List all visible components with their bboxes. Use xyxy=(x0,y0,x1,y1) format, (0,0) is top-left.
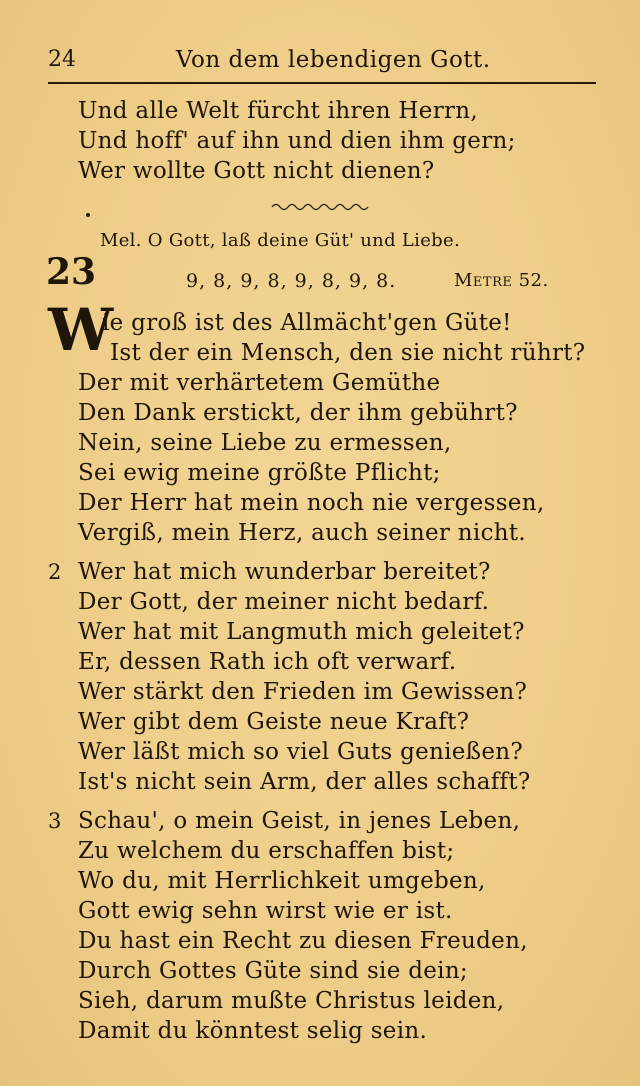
verse-number: 2 xyxy=(48,560,62,584)
verse-line: Den Dank erstickt, der ihm gebührt? xyxy=(78,400,518,426)
verse-line: Ist der ein Mensch, den sie nicht rührt? xyxy=(110,340,586,366)
verse-line: Der mit verhärtetem Gemüthe xyxy=(78,370,441,396)
verse-line: Der Herr hat mein noch nie vergessen, xyxy=(78,490,545,516)
continuation-line: Und hoff' auf ihn und dien ihm gern; xyxy=(78,128,516,154)
verse-line: Er, dessen Rath ich oft verwarf. xyxy=(78,649,457,675)
verse-line: Gott ewig sehn wirst wie er ist. xyxy=(78,898,453,924)
header-rule xyxy=(48,82,596,84)
verse-line: Zu welchem du erschaffen bist; xyxy=(78,838,455,864)
meter-line: 9, 8, 9, 8, 9, 8, 9, 8. xyxy=(186,270,397,292)
wave-ornament-icon xyxy=(270,200,370,214)
continuation-line: Und alle Welt fürcht ihren Herrn, xyxy=(78,98,479,124)
running-title: Von dem lebendigen Gott. xyxy=(176,47,491,73)
verse-line: Sei ewig meine größte Pflicht; xyxy=(78,460,441,486)
hymn-number: 23 xyxy=(46,251,97,293)
metre-label: Metre 52. xyxy=(454,270,549,291)
verse-line: Du hast ein Recht zu diesen Freuden, xyxy=(78,928,528,954)
verse-line: Damit du könntest selig sein. xyxy=(78,1018,428,1044)
verse-line: Durch Gottes Güte sind sie dein; xyxy=(78,958,468,984)
verse-line: Vergiß, mein Herz, auch seiner nicht. xyxy=(78,520,527,546)
verse-number: 3 xyxy=(48,809,62,833)
page-number: 24 xyxy=(48,47,76,72)
verse-line: Wer stärkt den Frieden im Gewissen? xyxy=(78,679,528,705)
verse-line: Sieh, darum mußte Christus leiden, xyxy=(78,988,505,1014)
verse-line: Der Gott, der meiner nicht bedarf. xyxy=(78,589,490,615)
melody-line: Mel. O Gott, laß deine Güt' und Liebe. xyxy=(100,230,460,251)
verse-line: Wer hat mit Langmuth mich geleitet? xyxy=(78,619,525,645)
verse-line: Wer läßt mich so viel Guts genießen? xyxy=(78,739,524,765)
verse-line: Nein, seine Liebe zu ermessen, xyxy=(78,430,452,456)
verse-line: ie groß ist des Allmächt'gen Güte! xyxy=(102,310,512,336)
continuation-line: Wer wollte Gott nicht dienen? xyxy=(78,158,435,184)
verse-line: Wer gibt dem Geiste neue Kraft? xyxy=(78,709,470,735)
page-header xyxy=(48,44,596,80)
verse-line: Wer hat mich wunderbar bereitet? xyxy=(78,559,491,585)
drop-cap: W xyxy=(48,296,114,364)
verse-line: Ist's nicht sein Arm, der alles schafft? xyxy=(78,769,531,795)
verse-line: Wo du, mit Herrlichkeit umgeben, xyxy=(78,868,486,894)
verse-line: Schau', o mein Geist, in jenes Leben, xyxy=(78,808,521,834)
ornament-dot xyxy=(86,213,90,217)
